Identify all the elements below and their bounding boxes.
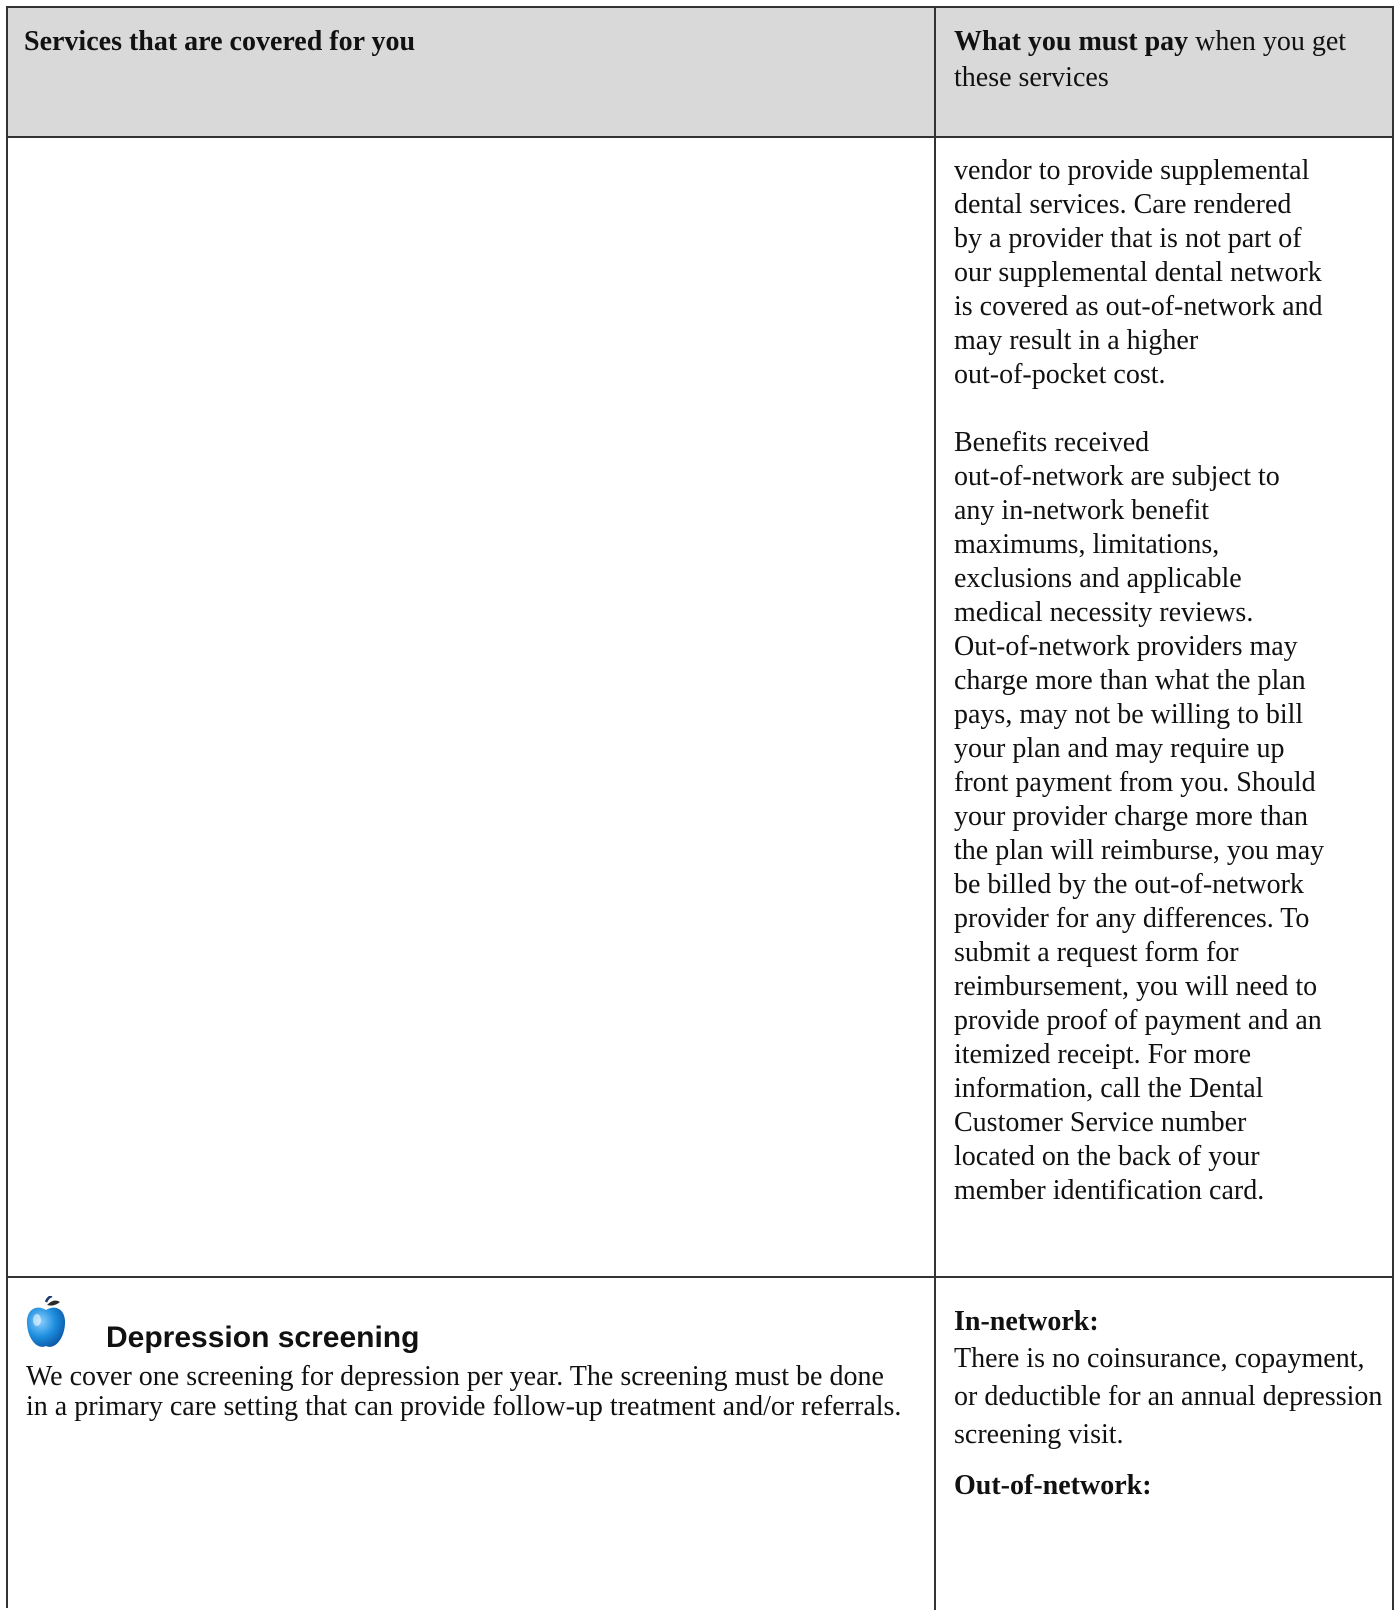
table-row-depression-screening xyxy=(8,1278,1394,1610)
depression-payment-cell xyxy=(936,1278,1394,1610)
out-of-network-label: Out-of-network: xyxy=(954,1470,1152,1501)
header-payment-label xyxy=(954,24,1374,96)
dental-paragraph-1: vendor to provide supplemental dental services. Care rendered by a provider that is not part of our supplemental dental network is covered as out-of-network and may result in a higher out-of-pocket cost. xyxy=(954,155,1323,390)
in-network-label: In-network: xyxy=(954,1306,1099,1337)
header-payment-bold: What you must pay xyxy=(954,26,1189,57)
header-cell-payment xyxy=(936,8,1394,136)
payment-details xyxy=(954,1306,1384,1502)
service-title: Depression screening xyxy=(106,1321,420,1354)
header-services-label: Services that are covered for you xyxy=(24,26,416,57)
depression-services-cell xyxy=(8,1278,936,1610)
benefits-table xyxy=(6,6,1394,1608)
dental-services-cell xyxy=(8,138,936,1276)
dental-payment-cell xyxy=(936,138,1394,1276)
in-network-text: There is no coinsurance, copayment, or deductible for an annual depression screening visit. xyxy=(954,1343,1383,1450)
header-payment-rest: when you get these services xyxy=(954,26,1347,93)
dental-payment-text xyxy=(954,154,1384,1208)
service-description: We cover one screening for depression per year. The screening must be done in a primary care setting that can provide follow-up treatment and/or referrals. xyxy=(26,1361,902,1422)
dental-paragraph-2: Benefits received out-of-network are subject to any in-network benefit maximums, limitations, exclusions and applicable medical necessity reviews. Out-of-network providers may charge more than what the plan pays, may not be willing to bill your plan and may require up front payment from you. Should your provider charge more than the plan will reimburse, you may be billed by the out-of-network provider for any differences. To submit a request form for reimbursement, you will need to provide proof of payment and an itemized receipt. For more information, call the Dental Customer Service number located on the back of your member identification card. xyxy=(954,427,1325,1206)
header-cell-services xyxy=(8,8,936,136)
apple-icon xyxy=(26,1296,66,1352)
table-header-row xyxy=(8,8,1394,138)
table-row-dental-continued xyxy=(8,138,1394,1278)
